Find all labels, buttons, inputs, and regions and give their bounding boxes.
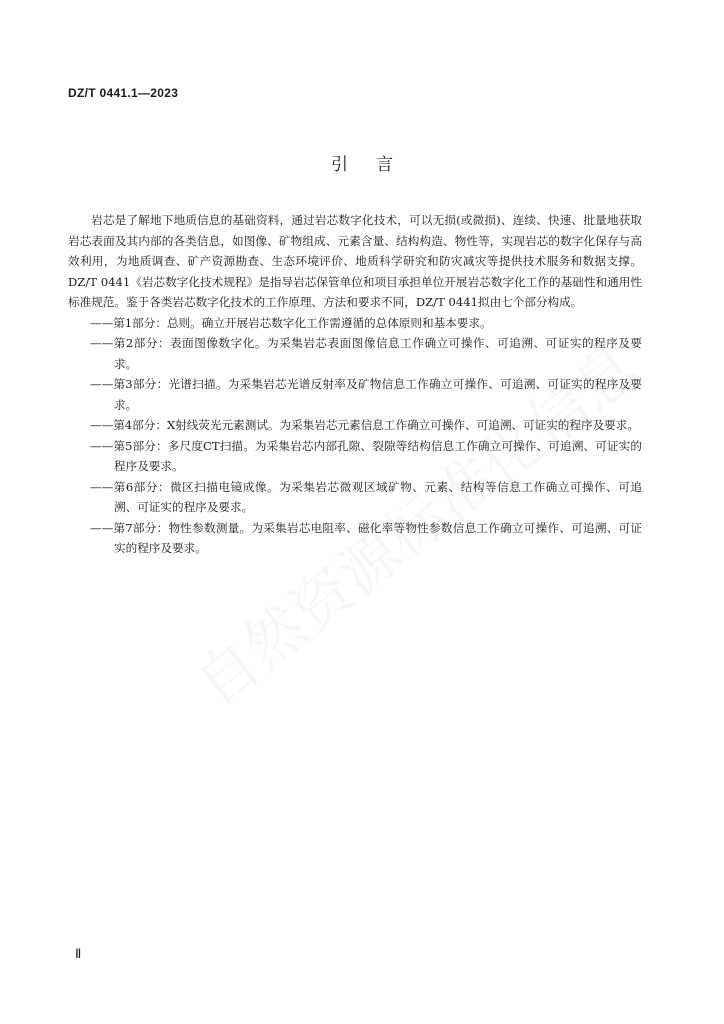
- list-item: ——第4部分：X射线荧光元素测试。为采集岩芯元素信息工作确立可操作、可追溯、可证实的程序及要求。: [90, 418, 639, 432]
- document-body: [68, 210, 642, 559]
- page-number: Ⅱ: [75, 946, 82, 961]
- intro-paragraph: 岩芯是了解地下地质信息的基础资料，通过岩芯数字化技术，可以无损(或微损)、连续、快速、批量地获取岩芯表面及其内部的各类信息，如图像、矿物组成、元素含量、结构构造、物性等，实现岩芯的数字化保存与高效利用，为地质调查、矿产资源勘查、生态环境评价、地质科学研究和防灾减灾等提供技术服务和数据支撑。DZ/T 0441《岩芯数字化技术规程》是指导岩芯保管单位和项目承担单位开展岩芯数字化工作的基础性和通用性标准规范。鉴于各类岩芯数字化技术的工作原理、方法和要求不同，DZ/T 0441拟由七个部分构成。: [68, 213, 642, 309]
- list-item: ——第3部分：光谱扫描。为采集岩芯光谱反射率及矿物信息工作确立可操作、可追溯、可证实的程序及要求。: [90, 377, 642, 412]
- list-item: ——第6部分：微区扫描电镜成像。为采集岩芯微观区域矿物、元素、结构等信息工作确立可操作、可追溯、可证实的程序及要求。: [90, 479, 642, 514]
- list-item: ——第7部分：物性参数测量。为采集岩芯电阻率、磁化率等物性参数信息工作确立可操作、可追溯、可证实的程序及要求。: [90, 520, 642, 555]
- list-item: ——第2部分：表面图像数字化。为采集岩芯表面图像信息工作确立可操作、可追溯、可证实的程序及要求。: [90, 336, 642, 371]
- list-item: ——第1部分：总则。确立开展岩芯数字化工作需遵循的总体原则和基本要求。: [90, 315, 492, 330]
- list-item: ——第5部分：多尺度CT扫描。为采集岩芯内部孔隙、裂隙等结构信息工作确立可操作、可追溯、可证实的程序及要求。: [90, 438, 642, 473]
- page-title: 引言: [331, 155, 421, 175]
- standard-code: DZ/T 0441.1—2023: [68, 86, 179, 100]
